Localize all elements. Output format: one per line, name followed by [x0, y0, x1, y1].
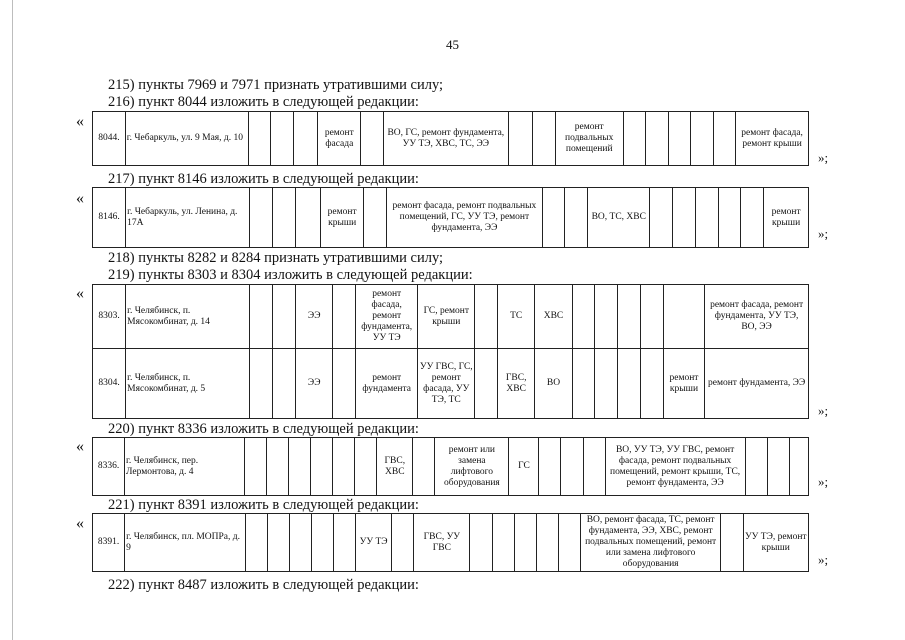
- quote-open: «: [76, 515, 84, 532]
- table-row: [93, 514, 809, 572]
- quote-open: «: [76, 190, 84, 207]
- work-cell: УУ ТЭ, ремонт крыши: [743, 514, 808, 572]
- row-number: 8336.: [93, 438, 125, 496]
- address-cell: г. Челябинск, пер. Лермонтова, д. 4: [125, 438, 245, 496]
- address-cell: г. Челябинск, п. Мясокомбинат, д. 14: [126, 285, 250, 349]
- work-cell: ремонт крыши: [320, 188, 364, 248]
- row-number: 8044.: [93, 112, 126, 166]
- work-cell: ВО: [535, 349, 572, 419]
- work-cell: ремонт подвальных помещений: [555, 112, 623, 166]
- paragraph-220: 220) пункт 8336 изложить в следующей редакции:: [108, 421, 419, 437]
- work-cell: ГВС, ХВС: [498, 349, 535, 419]
- paragraph-219: 219) пункты 8303 и 8304 изложить в следующей редакции:: [108, 267, 473, 283]
- table-row: [93, 112, 809, 166]
- work-cell: ремонт крыши: [764, 188, 809, 248]
- row-number: 8391.: [93, 514, 125, 572]
- row-number: 8146.: [93, 188, 126, 248]
- work-cell: ГС, ремонт крыши: [418, 285, 475, 349]
- row-number: 8303.: [93, 285, 126, 349]
- paragraph-215: 215) пункты 7969 и 7971 признать утратившими силу;: [108, 77, 444, 93]
- paragraph-217: 217) пункт 8146 изложить в следующей редакции:: [108, 171, 419, 187]
- table-8044: [92, 111, 809, 166]
- work-cell: ремонт фундамента, ЭЭ: [705, 349, 809, 419]
- work-cell: ремонт крыши: [663, 349, 704, 419]
- paragraph-221: 221) пункт 8391 изложить в следующей редакции:: [108, 497, 419, 513]
- work-cell: ремонт фасада, ремонт фундамента, УУ ТЭ, ВО, ЭЭ: [705, 285, 809, 349]
- work-cell: ГВС, УУ ГВС: [414, 514, 470, 572]
- work-cell: ЭЭ: [296, 285, 333, 349]
- table-8391: [92, 513, 809, 572]
- work-cell: УУ ТЭ: [356, 514, 392, 572]
- quote-close: »;: [818, 403, 829, 418]
- address-cell: г. Челябинск, п. Мясокомбинат, д. 5: [126, 349, 250, 419]
- address-cell: г. Чебаркуль, ул. Ленина, д. 17А: [126, 188, 250, 248]
- table-8146: [92, 187, 809, 248]
- table-8336: [92, 437, 809, 496]
- address-cell: г. Чебаркуль, ул. 9 Мая, д. 10: [125, 112, 248, 166]
- work-cell: ГВС, ХВС: [377, 438, 413, 496]
- row-number: 8304.: [93, 349, 126, 419]
- work-cell: ВО, УУ ТЭ, УУ ГВС, ремонт фасада, ремонт подвальных помещений, ремонт крыши, ТС, ремонт фундамента, ЭЭ: [605, 438, 745, 496]
- work-cell: ремонт фасада, ремонт фундамента, УУ ТЭ: [356, 285, 418, 349]
- work-cell: ВО, ремонт фасада, ТС, ремонт фундамента, ЭЭ, ХВС, ремонт подвальных помещений, ремонт или замена лифтового оборудования: [580, 514, 721, 572]
- table-row: [93, 285, 809, 349]
- quote-close: »;: [818, 552, 829, 567]
- table-row: [93, 438, 809, 496]
- table-row: [93, 349, 809, 419]
- work-cell: ГС: [509, 438, 539, 496]
- work-cell: УУ ГВС, ГС, ремонт фасада, УУ ТЭ, ТС: [418, 349, 475, 419]
- quote-close: »;: [818, 150, 829, 165]
- work-cell: ремонт фасада, ремонт подвальных помещений, ГС, УУ ТЭ, ремонт фундамента, ЭЭ: [387, 188, 542, 248]
- work-cell: ремонт или замена лифтового оборудования: [435, 438, 509, 496]
- quote-close: »;: [818, 474, 829, 489]
- work-cell: ремонт фундамента: [356, 349, 418, 419]
- address-cell: г. Челябинск, пл. МОПРа, д. 9: [125, 514, 246, 572]
- paragraph-218: 218) пункты 8282 и 8284 признать утратившими силу;: [108, 250, 444, 266]
- work-cell: ремонт фасада: [318, 112, 361, 166]
- work-cell: ВО, ТС, ХВС: [588, 188, 650, 248]
- work-cell: ремонт фасада, ремонт крыши: [736, 112, 809, 166]
- quote-close: »;: [818, 226, 829, 241]
- work-cell: ВО, ГС, ремонт фундамента, УУ ТЭ, ХВС, ТС, ЭЭ: [383, 112, 508, 166]
- work-cell: ЭЭ: [296, 349, 333, 419]
- quote-open: «: [76, 285, 84, 302]
- page-number: 45: [446, 37, 459, 52]
- table-8303-8304: [92, 284, 809, 419]
- quote-open: «: [76, 438, 84, 455]
- paragraph-216: 216) пункт 8044 изложить в следующей редакции:: [108, 94, 419, 110]
- work-cell: ХВС: [535, 285, 572, 349]
- table-row: [93, 188, 809, 248]
- page-edge-line: [12, 0, 13, 640]
- work-cell: ТС: [498, 285, 535, 349]
- quote-open: «: [76, 113, 84, 130]
- paragraph-222: 222) пункт 8487 изложить в следующей редакции:: [108, 577, 419, 593]
